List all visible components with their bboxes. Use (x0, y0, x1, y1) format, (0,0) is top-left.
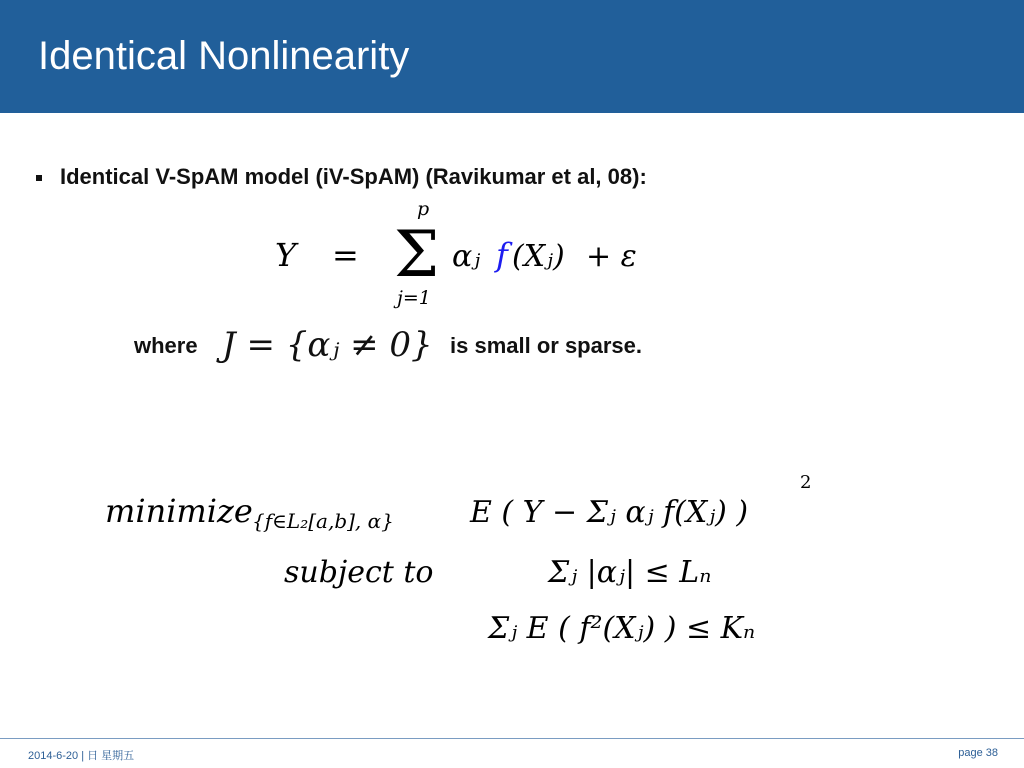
minimize-subscript: {f∈L₂[a,b], α} (252, 509, 394, 533)
minimize-label: minimize (105, 492, 253, 530)
where-description: is small or sparse. (450, 333, 642, 358)
equation-argument: (Xⱼ) (512, 239, 565, 274)
footer-date: 2014-6-20 | 日 星期五 (28, 750, 135, 762)
subject-to-label: subject to (284, 555, 434, 590)
bullet-square-icon (36, 175, 42, 181)
equation-equals: = (332, 236, 359, 274)
equation-coefficient: αⱼ (452, 239, 481, 274)
equation-lhs: Y (275, 236, 297, 274)
sum-lower-limit: j=1 (397, 287, 431, 309)
support-set-expression: J = {αⱼ ≠ 0} (222, 325, 433, 365)
sum-upper-limit: p (417, 200, 430, 220)
objective-expression: E ( Y − Σⱼ αⱼ f(Xⱼ) ) (470, 495, 749, 530)
equation-noise: + ε (586, 239, 637, 274)
objective-exponent: 2 (800, 472, 812, 493)
constraint-l1: Σⱼ |αⱼ| ≤ Lₙ (548, 555, 712, 590)
model-equation (270, 200, 670, 315)
footer-divider (0, 738, 1024, 739)
optimization-problem (100, 470, 820, 670)
where-clause (134, 325, 734, 375)
slide-title: Identical Nonlinearity (38, 34, 410, 78)
title-bar (0, 0, 1024, 113)
where-label: where (134, 333, 198, 358)
equation-function-f: f (496, 236, 508, 274)
constraint-function-norm: Σⱼ E ( f²(Xⱼ) ) ≤ Kₙ (488, 611, 756, 646)
bullet-text: Identical V-SpAM model (iV-SpAM) (Ravikumar et al, 08): (60, 164, 647, 189)
page-number: page 38 (958, 747, 998, 759)
summation-icon: Σ (394, 218, 440, 292)
